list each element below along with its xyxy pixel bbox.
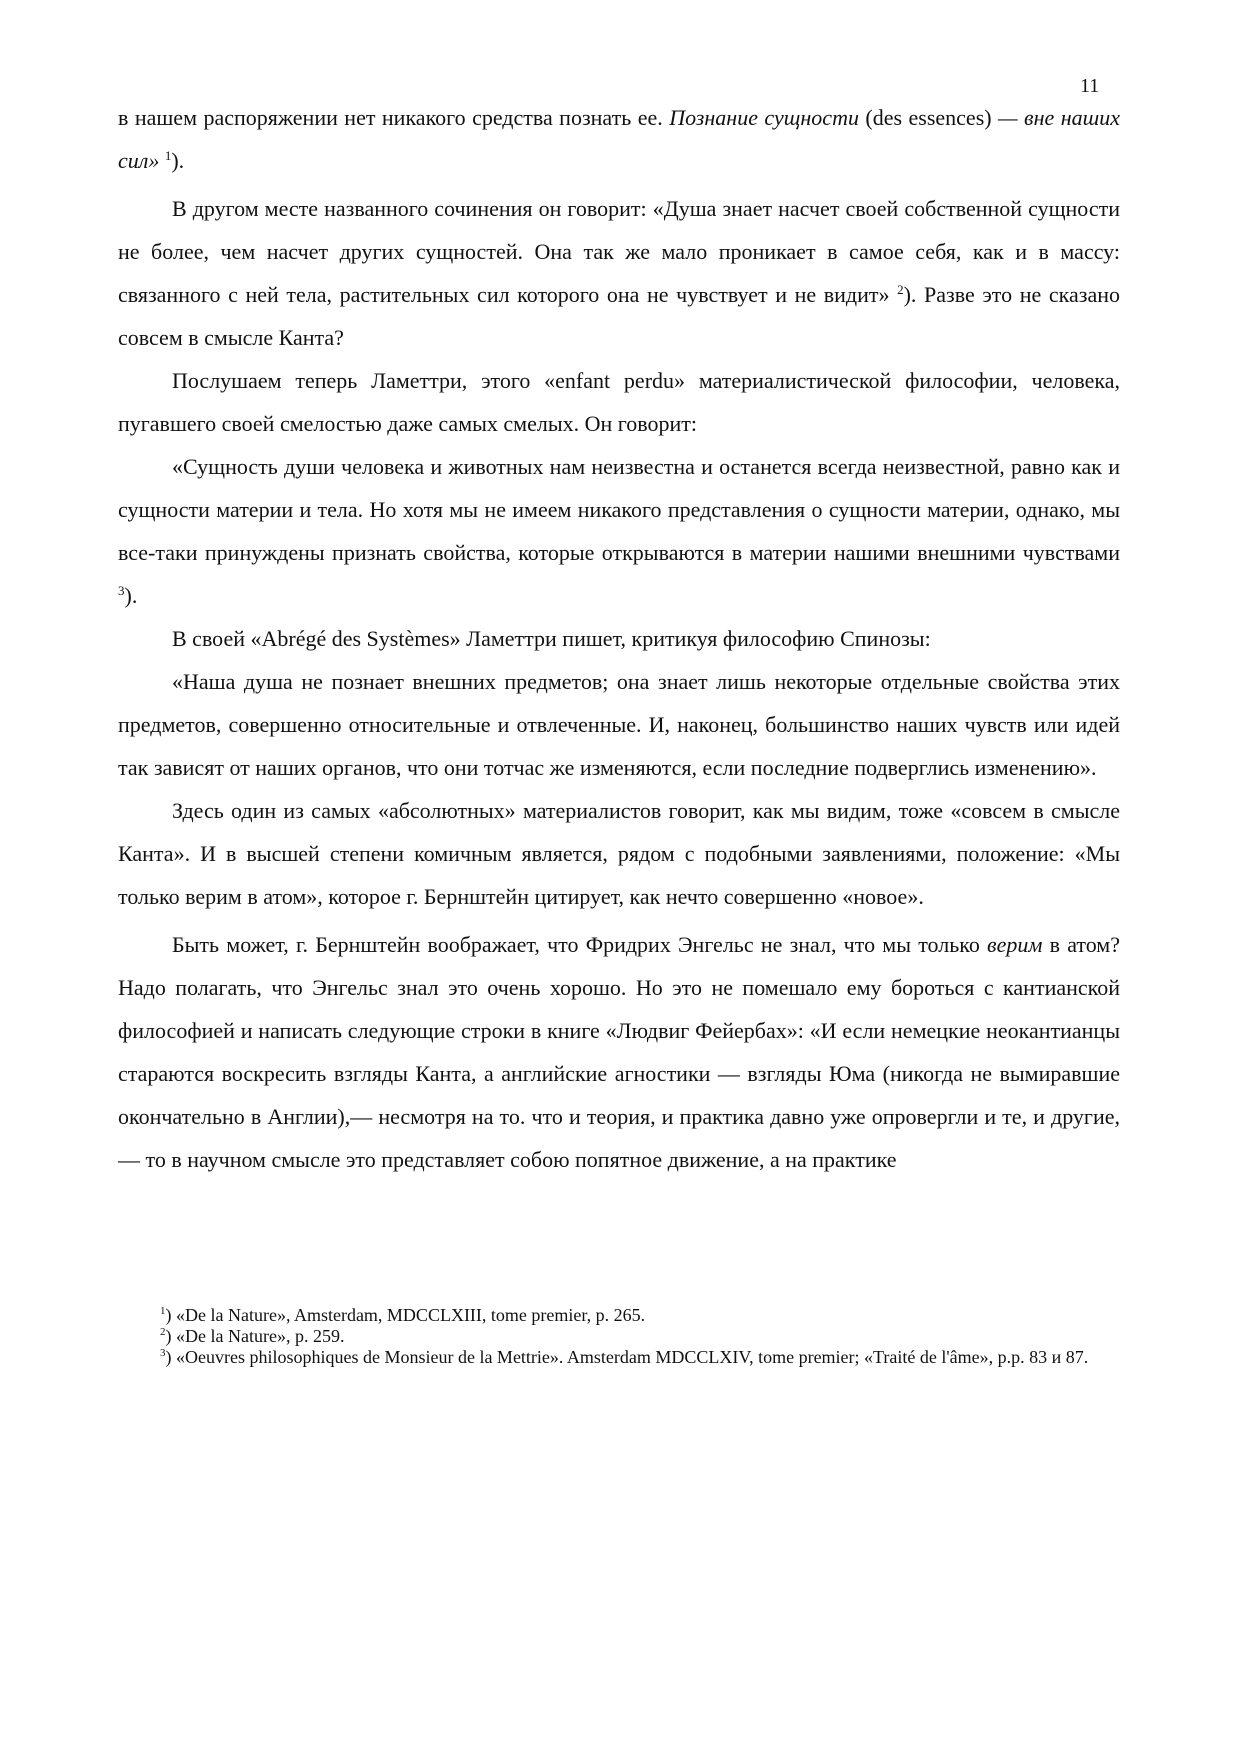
- footnote-text: ) «Oeuvres philosophiques de Monsieur de la Mettrie». Amsterdam MDCCLXIV, tome premier; «Traité de l'âme», p.p. 83 и 87.: [165, 1347, 1089, 1367]
- footnote-ref: 2: [897, 282, 904, 297]
- text-run: (des essences): [858, 105, 999, 130]
- text-run: «Сущность души человека и животных нам неизвестна и останется всегда неизвестной, равно как и сущности материи и тела. Но хотя мы не имеем никакого представления о сущности материи, однако, мы все-таки принуждены признать свойства, которые открываются в материи нашими внешними чувствами: [118, 454, 1120, 565]
- footnote-3: [118, 1347, 1120, 1368]
- page-number: 11: [1080, 75, 1100, 97]
- footnote-2: [118, 1326, 1120, 1347]
- paragraph-4: [118, 445, 1120, 617]
- paragraph-5: В своей «Abrégé des Systèmes» Ламеттри пишет, критикуя философию Спинозы:: [172, 626, 931, 651]
- text-run: в нашем распоряжении нет никакого средства познать ее.: [118, 105, 670, 130]
- paragraph-6: «Наша душа не познает внешних предметов; она знает лишь некоторые отдельные свойства этих предметов, совершенно относительные и отвлеченные. И, наконец, большинство наших чувств или идей так зависят от наших органов, что они тотчас же изменяются, если последние подверглись изменению».: [118, 669, 1120, 780]
- footnote-mark: 3: [160, 1347, 166, 1359]
- text-run: ).: [124, 583, 138, 608]
- footnote-text: ) «De la Nature», p. 259.: [165, 1326, 345, 1346]
- footnote-mark: 2: [160, 1326, 166, 1338]
- footnote-mark: 1: [160, 1305, 166, 1317]
- text-run: ).: [171, 148, 185, 173]
- italic-text: верим: [987, 932, 1043, 957]
- paragraph-1: [118, 96, 1120, 182]
- paragraph-7: Здесь один из самых «абсолютных» материалистов говорит, как мы видим, тоже «совсем в смысле Канта». И в высшей степени комичным является, рядом с подобными заявлениями, положение: «Мы только верим в атом», которое г. Бернштейн цитирует, как нечто совершенно «новое».: [118, 798, 1120, 909]
- footnotes: [118, 1305, 1120, 1368]
- paragraph-3: Послушаем теперь Ламеттри, этого «enfant perdu» материалистической философии, человека, пугавшего своей смелостью даже самых смелых. Он говорит:: [118, 368, 1120, 436]
- italic-text: Познание сущности: [669, 105, 859, 130]
- body-text: [118, 96, 1120, 1181]
- footnote-ref: 1: [164, 148, 172, 163]
- footnote-1: [118, 1305, 1120, 1326]
- footnote-ref: 3: [118, 583, 125, 598]
- paragraph-8: [118, 923, 1120, 1181]
- text-run: Быть может, г. Бернштейн воображает, что Фридрих Энгельс не знал, что мы только: [172, 932, 988, 957]
- text-run: ). Разве это не сказано совсем в смысле Канта?: [118, 282, 1120, 350]
- text-run: В другом месте названного сочинения он говорит: «Душа знает насчет своей собственной сущности не более, чем насчет других сущностей. Она так же мало проникает в самое себя, как и в массу: связанного с ней тела, растительных сил которого она не чувствует и не видит»: [118, 196, 1120, 307]
- paragraph-2: [118, 187, 1120, 359]
- text-run: в атом? Надо полагать, что Энгельс знал это очень хорошо. Но это не помешало ему бороться с кантианской философией и написать следующие строки в книге «Людвиг Фейербах»: «И если немецкие неокантианцы стараются воскресить взгляды Канта, а английские агностики — взгляды Юма (никогда не вымиравшие окончательно в Англии),— несмотря на то. что и теория, и практика давно уже опровергли и те, и другие, — то в научном смысле это представляет собою попятное движение, а на практике: [118, 932, 1120, 1172]
- italic-text: — вне наших сил»: [118, 105, 1120, 173]
- footnote-text: ) «De la Nature», Amsterdam, MDCCLXIII, tome premier, p. 265.: [165, 1305, 646, 1325]
